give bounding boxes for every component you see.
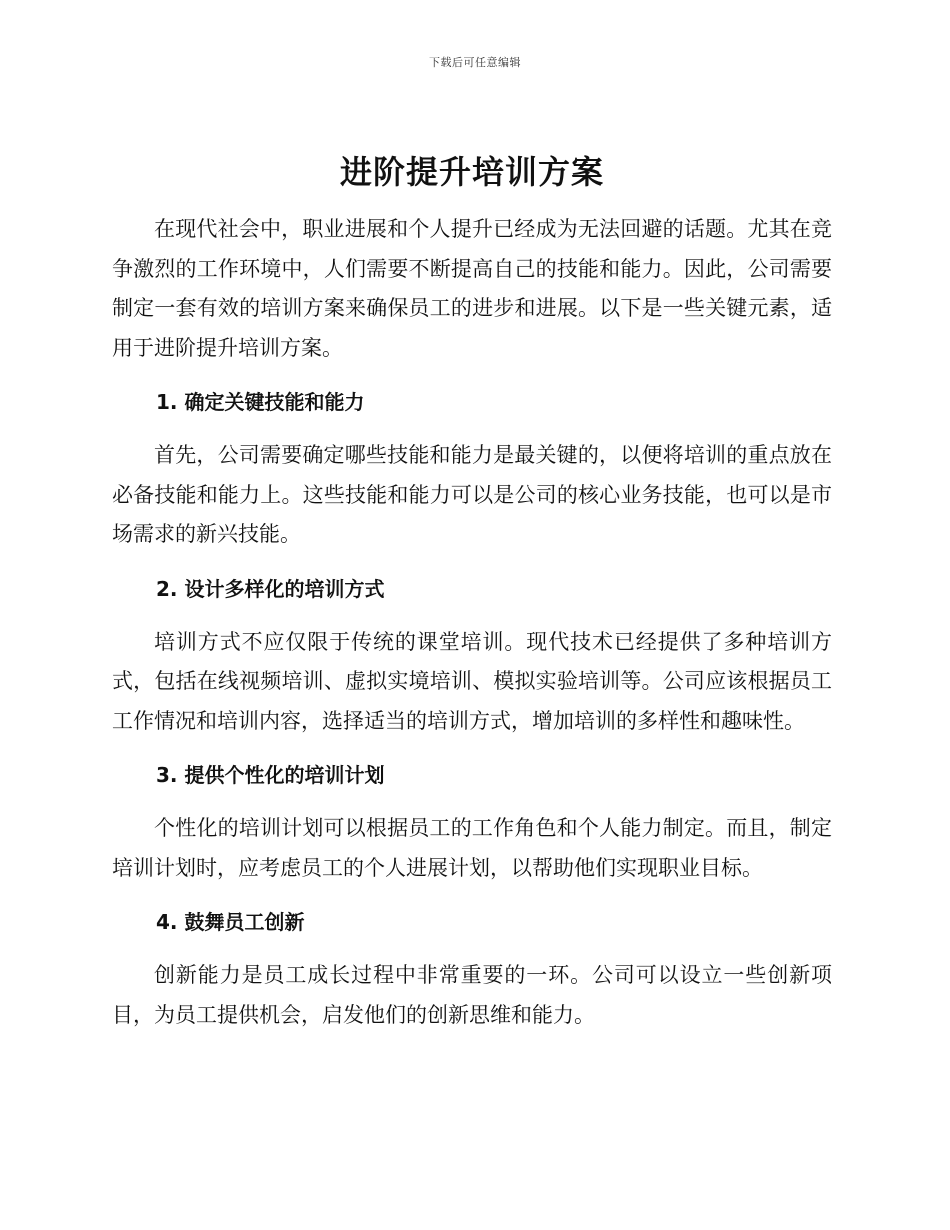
section-body-4: 创新能力是员工成长过程中非常重要的一环。公司可以设立一些创新项目，为员工提供机会，启发他们的创新思维和能力。	[112, 963, 832, 1027]
section-body-2: 培训方式不应仅限于传统的课堂培训。现代技术已经提供了多种培训方式，包括在线视频培训、虚拟实境培训、模拟实验培训等。公司应该根据员工工作情况和培训内容，选择适当的培训方式，增加培训的多样性和趣味性。	[112, 629, 832, 733]
intro-paragraph: 在现代社会中，职业进展和个人提升已经成为无法回避的话题。尤其在竞争激烈的工作环境中，人们需要不断提高自己的技能和能力。因此，公司需要制定一套有效的培训方案来确保员工的进步和进展。以下是一些关键元素，适用于进阶提升培训方案。	[112, 217, 832, 360]
header-note: 下载后可任意编辑	[429, 56, 521, 69]
document-title: 进阶提升培训方案	[339, 153, 604, 191]
section-body-3: 个性化的培训计划可以根据员工的工作角色和个人能力制定。而且，制定培训计划时，应考虑员工的个人进展计划，以帮助他们实现职业目标。	[112, 816, 832, 880]
document-content	[112, 148, 832, 1035]
section-heading-1: 1. 确定关键技能和能力	[156, 390, 365, 414]
section-heading-3: 3. 提供个性化的培训计划	[156, 763, 385, 787]
section-heading-2: 2. 设计多样化的培训方式	[156, 576, 385, 601]
section-body-1: 首先，公司需要确定哪些技能和能力是最关键的，以便将培训的重点放在必备技能和能力上。这些技能和能力可以是公司的核心业务技能，也可以是市场需求的新兴技能。	[112, 443, 832, 546]
section-heading-4: 4. 鼓舞员工创新	[156, 910, 305, 934]
